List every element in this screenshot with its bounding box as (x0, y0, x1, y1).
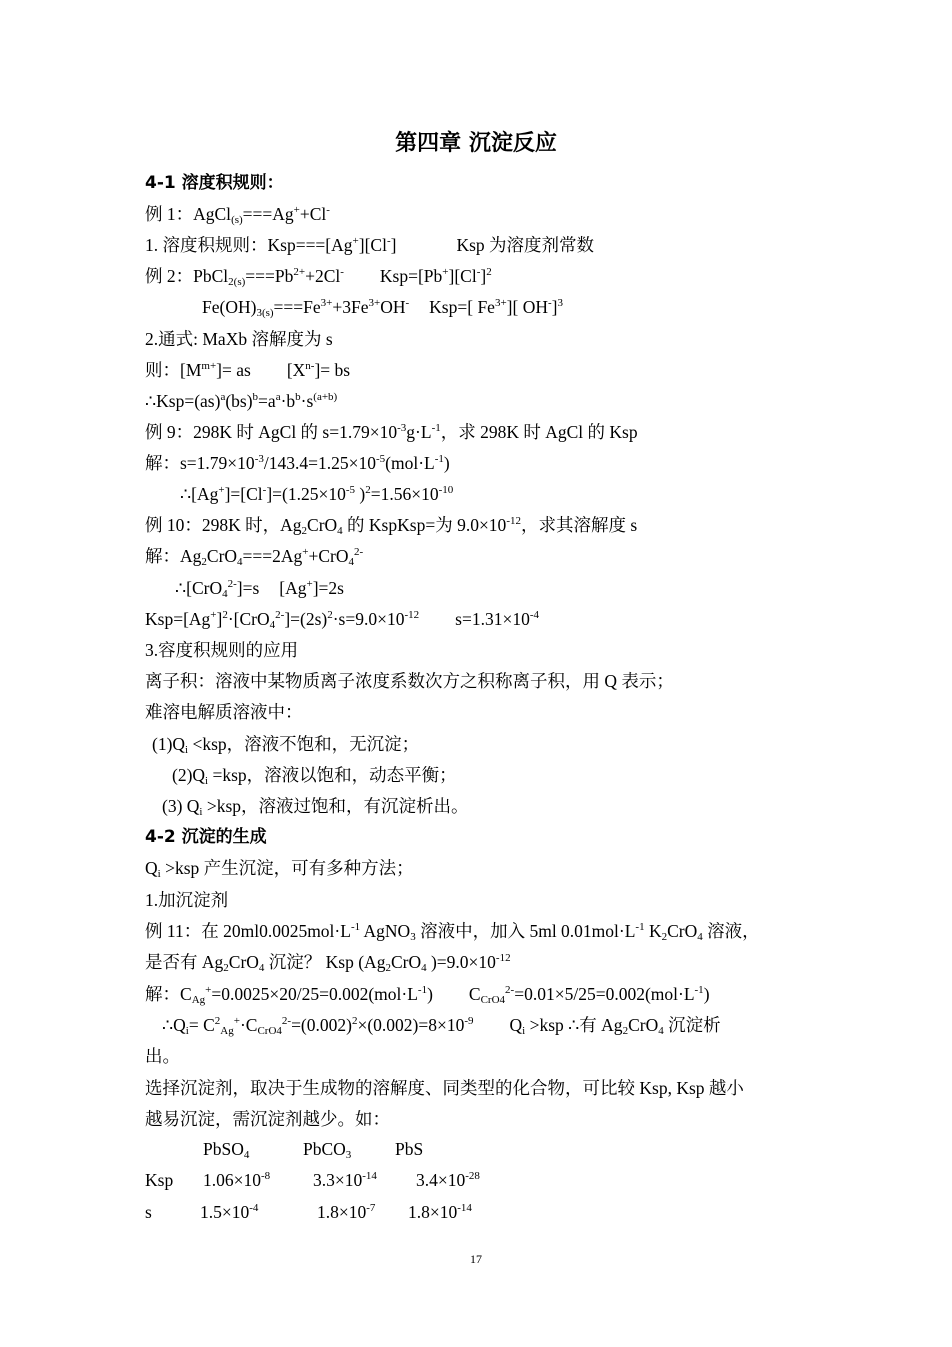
add-precipitant-heading: 1.加沉淀剂 (145, 890, 229, 910)
condition-1: $(1)Q_i <ksp$，溶液不饱和，无沉淀； (152, 734, 420, 756)
sparingly-soluble-intro: 难溶电解质溶液中： (145, 702, 303, 722)
table-cell: $1.06\times 10^{-8}$ (203, 1170, 271, 1190)
precipitation-condition: $Q_i >ksp$ 产生沉淀，可有多种方法； (145, 858, 414, 880)
solution-10-concentrations: ∴[CrO$_4^{2-}$]=s [Ag+]=2s (175, 578, 344, 600)
example-11-question: 是否有 $Ag_2CrO_4$ 沉淀？ Ksp ($Ag_2CrO_4$ )$=9.0\times 10^{-12}$ (145, 952, 511, 974)
concentration-expressions: 则：$[M^{m+}]=$ as $[X^{n-}]=$ bs (145, 360, 351, 380)
solution-9: 解：$s=1.79\times 10^{-3}/143.4=1.25\times 10^{-5}(mol\cdot L^{-1})$ (145, 453, 450, 473)
section-heading-4-2: 4-2 沉淀的生成 (145, 827, 267, 847)
choose-precipitant-line-2: 越易沉淀，需沉淀剂越少。如： (145, 1109, 390, 1129)
table-header-pbco3: PbCO$_3$ (303, 1139, 352, 1161)
solution-10-ksp: $Ksp=[Ag^+]^2\cdot[CrO_4^{2-}]=(2s)^2\cdot s=9.0\times 10^{-12}$ $s=1.31\times 10^{-4}$ (145, 609, 540, 631)
table-cell: $3.3\times 10^{-14}$ (313, 1170, 377, 1190)
condition-2: $(2)Q_i =ksp$，溶液以饱和，动态平衡； (172, 765, 457, 787)
condition-3: (3) $Q_i >ksp$，溶液过饱和，有沉淀析出。 (162, 796, 469, 818)
example-9: 例 9：298K 时 AgCl 的 $s=1.79\times 10^{-3}g\cdot L^{-1}$，求 298K 时 AgCl 的 Ksp (145, 422, 638, 442)
example-11: 例 11：在 $20ml0.0025mol\cdot L^{-1}$ AgNO$_3$ 溶液中，加入 5ml $0.01mol\cdot L^{-1}$ $K_2CrO_4$ 溶液， (145, 921, 760, 943)
example-1: 例 1：AgCl$_{(s)}$===Ag++Cl- (145, 204, 330, 226)
ion-product-definition: 离子积：溶液中某物质离子浓度系数次方之积称离子积，用 Q 表示； (145, 671, 674, 691)
solution-11: 解：$C_{Ag}^+=0.0025\times 20/25=0.002(mol\cdot L^{-1})$ $C_{CrO4}^{2-}=0.01\times 5/25=0.002(mol\cdot L^{-1})$ (145, 984, 710, 1006)
application-heading: 3.容度积规则的应用 (145, 640, 299, 660)
page-number: 17 (470, 1252, 482, 1266)
ksp-general-formula: $\therefore Ksp=(as)^a(bs)^b=a^a\cdot b^b\cdot s^{(a+b)}$ (145, 391, 338, 411)
table-cell: $1.8\times 10^{-14}$ (408, 1202, 472, 1222)
table-cell: $1.8\times 10^{-7}$ (317, 1202, 376, 1222)
choose-precipitant-line-1: 选择沉淀剂，取决于生成物的溶解度、同类型的化合物，可比较 Ksp, Ksp 越小 (145, 1078, 744, 1098)
table-row-label-ksp: Ksp (145, 1170, 174, 1190)
example-2: 例 2：$PbCl_{2(s)}===Pb^{2+}+2Cl^-$ $Ksp=[Pb^+][Cl^-]^2$ (145, 266, 492, 288)
solution-9-result: $\therefore[Ag^+]=[Cl^-]=(1.25\times 10^{-5}$ )$^2=1.56\times 10^{-10}$ (180, 484, 454, 504)
solution-11-end: 出。 (145, 1046, 180, 1066)
table-row-label-s: s (145, 1202, 152, 1222)
general-formula: 2.通式: MaXb 溶解度为 s (145, 329, 333, 349)
table-header-pbs: PbS (395, 1139, 424, 1159)
chapter-title: 第四章 沉淀反应 (395, 131, 557, 156)
solution-11-ion-product: $\therefore Q_i= C^2_{Ag}^+\cdot C_{CrO4}^{2-}=(0.002)^2\times(0.002)=8\times 10^{-9}$ $Q_i >ksp$ ∴有 $Ag_2CrO_4$ 沉淀析 (162, 1015, 721, 1037)
table-cell: $1.5\times 10^{-4}$ (200, 1202, 259, 1222)
example-10: 例 10：298K 时，$Ag_2CrO_4$ 的 KspKsp=为 $9.0\times 10^{-12}$，求其溶解度 s (145, 515, 638, 537)
example-2-iron-hydroxide: $Fe(OH)_{3(s)}===Fe^{3+}+3Fe^{3+}OH^-$ Ksp=[ $Fe^{3+}$][ OH-]$^3$ (202, 297, 563, 319)
section-heading-4-1: 4-1 溶度积规则： (145, 173, 284, 193)
table-cell: $3.4\times 10^{-28}$ (416, 1170, 480, 1190)
table-header-pbso4: PbSO$_4$ (203, 1139, 250, 1161)
solution-10: 解：$Ag_2CrO_4===2Ag^++CrO_4^{2-}$ (145, 546, 364, 568)
solubility-product-rule: 1. 溶度积规则：Ksp===[Ag+][Cl-] Ksp 为溶度剂常数 (145, 235, 595, 255)
